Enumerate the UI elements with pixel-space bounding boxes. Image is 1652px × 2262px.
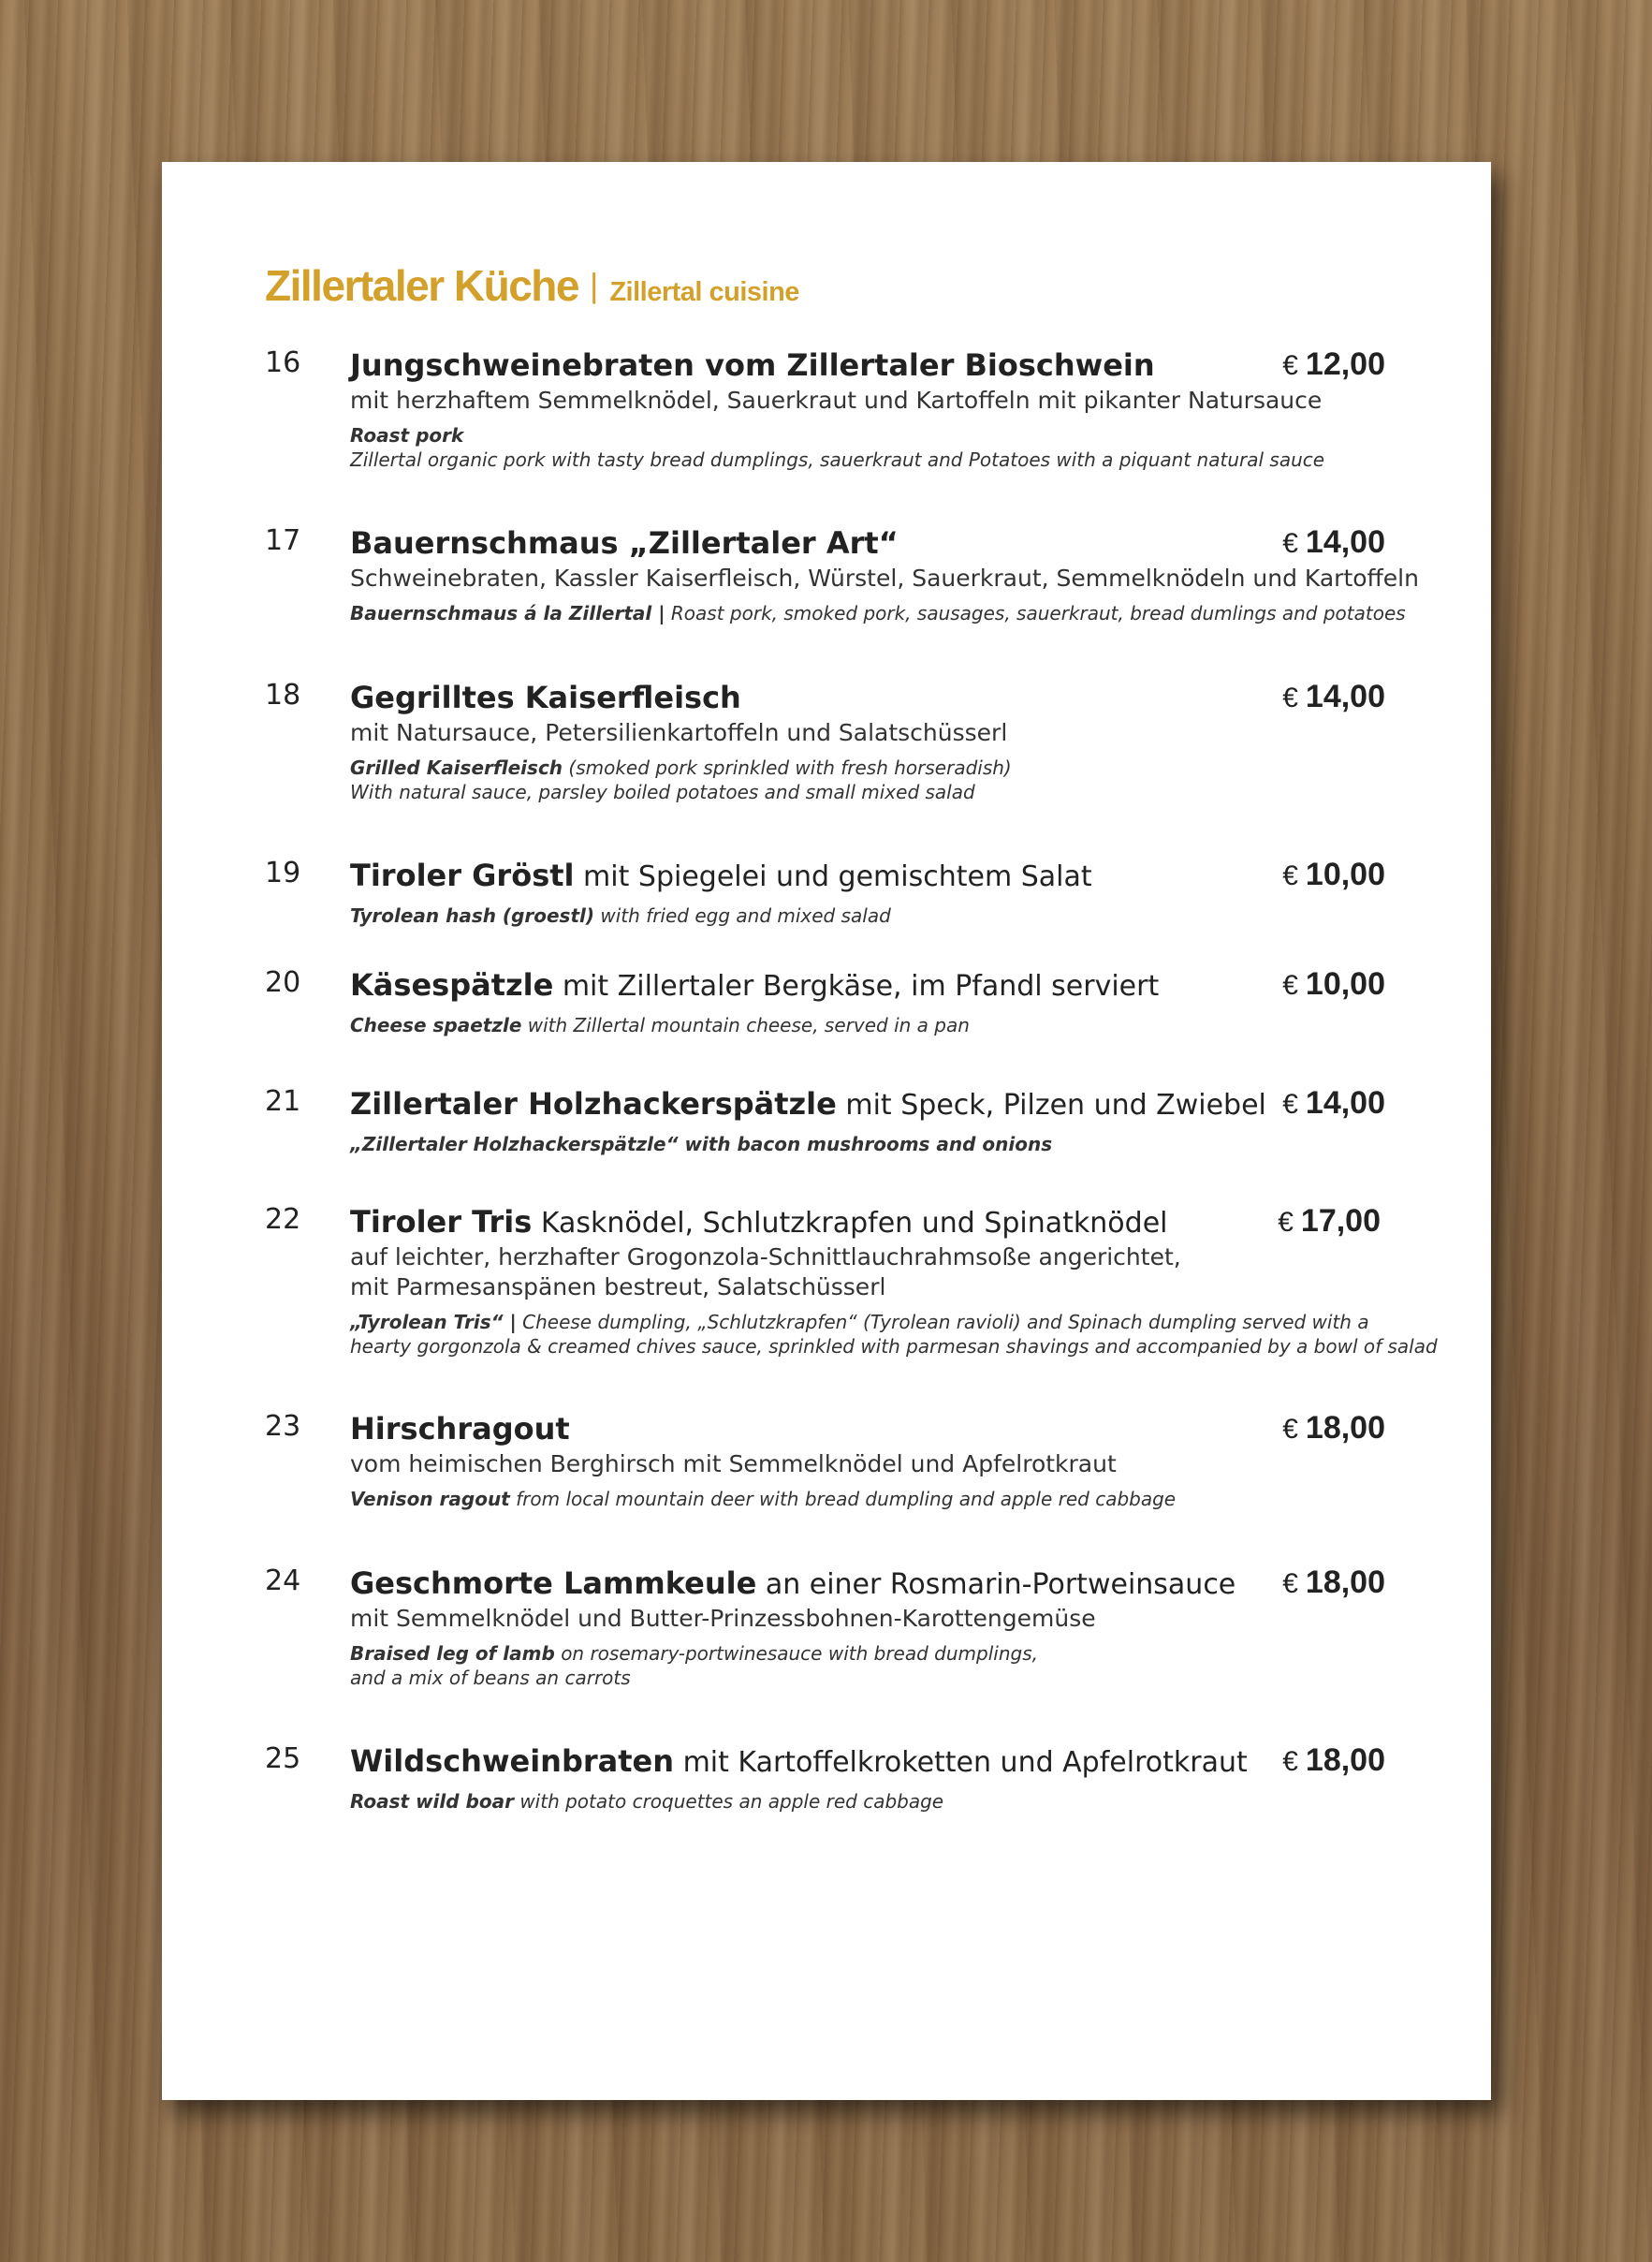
item-number: 24 [265,1564,301,1597]
item-price [1282,966,1385,1003]
item-title: Wildschweinbraten [350,1743,675,1779]
euro-sign: € [1282,1414,1298,1445]
item-number: 19 [265,857,301,889]
item-english-title: Braised leg of lamb [350,1642,555,1665]
item-english [350,423,1408,472]
item-title-suffix: mit Spiegelei und gemischtem Salat [583,860,1092,893]
item-title-suffix: an einer Rosmarin-Portweinsauce [765,1568,1236,1601]
item-english-title: Tyrolean hash (groestl) [350,904,595,927]
price-value: 14,00 [1305,1085,1385,1121]
section-heading [265,260,799,311]
item-english-title: Venison ragout [350,1488,510,1510]
item-description: Schweinebraten, Kassler Kaiserfleisch, Würstel, Sauerkraut, Semmelknödeln und Kartoffeln [350,565,1419,592]
item-english [350,903,1408,928]
price-value: 14,00 [1305,679,1385,714]
item-number: 18 [265,679,301,712]
item-number: 20 [265,966,301,999]
item-title-suffix: Kasknödel, Schlutzkrapfen und Spinatknödel [540,1207,1168,1240]
item-number: 22 [265,1203,301,1236]
item-number: 16 [265,346,301,379]
item-english-title: Bauernschmaus á la Zillertal | [350,602,665,624]
euro-sign: € [1282,1089,1298,1120]
item-english-title: Cheese spaetzle [350,1014,522,1036]
item-english-text: and a mix of beans an carrots [350,1667,631,1689]
menu-page [162,162,1491,2100]
heading-main: Zillertaler Küche [265,261,578,310]
item-price [1282,857,1385,893]
item-number: 23 [265,1410,301,1443]
item-english [350,1487,1408,1511]
item-description: mit Semmelknödel und Butter-Prinzessbohnen-Karottengemüse [350,1605,1096,1632]
item-price [1278,1203,1381,1240]
item-title: Bauernschmaus „Zillertaler Art“ [350,525,899,561]
item-english [350,1013,1408,1037]
item-english-inline: Cheese dumpling, „Schlutzkrapfen“ (Tyrolean ravioli) and Spinach dumpling served with a [522,1311,1369,1333]
item-english-title: „Tyrolean Tris“ | [350,1311,517,1333]
item-title: Geschmorte Lammkeule [350,1565,757,1601]
item-description: vom heimischen Berghirsch mit Semmelknödel und Apfelrotkraut [350,1450,1117,1477]
item-title: Jungschweinebraten vom Zillertaler Bioschwein [350,347,1155,383]
item-english-inline: (smoked pork sprinkled with fresh horseradish) [568,756,1012,779]
item-english [350,756,1408,804]
price-value: 10,00 [1305,966,1385,1002]
euro-sign: € [1282,528,1298,559]
euro-sign: € [1282,860,1298,891]
item-english-inline: on rosemary-portwinesauce with bread dumplings, [561,1642,1038,1665]
item-english-text: Roast pork, smoked pork, sausages, sauerkraut, bread dumlings and potatoes [670,602,1406,624]
item-english-title: Grilled Kaiserfleisch [350,756,563,779]
item-english-text: with fried egg and mixed salad [600,904,891,927]
heading-separator: | [589,266,599,304]
item-description: mit herzhaftem Semmelknödel, Sauerkraut und Kartoffeln mit pikanter Natursauce [350,387,1323,414]
item-english-title: „Zillertaler Holzhackerspätzle“ with bacon mushrooms and onions [350,1133,1053,1155]
price-value: 12,00 [1305,346,1385,382]
item-price [1282,346,1385,383]
item-title-suffix: mit Zillertaler Bergkäse, im Pfandl serviert [562,970,1160,1003]
item-title-suffix: mit Speck, Pilzen und Zwiebel [845,1089,1266,1122]
item-description: mit Natursauce, Petersilienkartoffeln und Salatschüsserl [350,719,1008,746]
item-english-text: hearty gorgonzola & creamed chives sauce, sprinkled with parmesan shavings and accompanied by a bowl of salad [350,1335,1438,1358]
item-price [1282,524,1385,561]
euro-sign: € [1282,683,1298,713]
item-english-title: Roast wild boar [350,1790,514,1813]
item-english [350,1310,1438,1359]
item-english-text: with potato croquettes an apple red cabbage [519,1790,944,1813]
price-value: 18,00 [1305,1564,1385,1600]
euro-sign: € [1282,350,1298,381]
price-value: 10,00 [1305,857,1385,892]
price-value: 18,00 [1305,1410,1385,1446]
item-title: Hirschragout [350,1411,570,1447]
item-title: Tiroler Tris [350,1204,533,1240]
euro-sign: € [1282,1746,1298,1777]
item-number: 21 [265,1085,301,1118]
item-description: mit Parmesanspänen bestreut, Salatschüsserl [350,1273,886,1300]
item-english [350,1789,1408,1814]
euro-sign: € [1282,970,1298,1001]
item-english-text: With natural sauce, parsley boiled potatoes and small mixed salad [350,781,975,803]
item-price [1282,1564,1385,1601]
item-title: Gegrilltes Kaiserfleisch [350,680,741,715]
item-title: Tiroler Gröstl [350,858,575,893]
item-english-text: with Zillertal mountain cheese, served in a pan [527,1014,970,1036]
item-number: 25 [265,1742,301,1775]
euro-sign: € [1278,1207,1294,1238]
item-price [1282,1742,1385,1779]
price-value: 18,00 [1305,1742,1385,1778]
item-title: Zillertaler Holzhackerspätzle [350,1086,837,1122]
item-english-text: from local mountain deer with bread dumpling and apple red cabbage [516,1488,1177,1510]
item-number: 17 [265,524,301,557]
item-description: auf leichter, herzhafter Grogonzola-Schnittlauchrahmsoße angerichtet, [350,1243,1181,1271]
item-title-suffix: mit Kartoffelkroketten und Apfelrotkraut [682,1746,1248,1779]
item-price [1282,679,1385,715]
euro-sign: € [1282,1568,1298,1599]
item-english [350,1132,1408,1156]
item-price [1282,1085,1385,1122]
item-english [350,1641,1408,1690]
item-title: Käsespätzle [350,967,554,1003]
item-price [1282,1410,1385,1447]
item-english [350,601,1408,625]
price-value: 14,00 [1305,524,1385,560]
price-value: 17,00 [1300,1203,1381,1239]
item-english-title: Roast pork [350,424,464,447]
item-english-text: Zillertal organic pork with tasty bread dumplings, sauerkraut and Potatoes with a piquant natural sauce [350,448,1325,471]
heading-sub: Zillertal cuisine [609,277,799,307]
